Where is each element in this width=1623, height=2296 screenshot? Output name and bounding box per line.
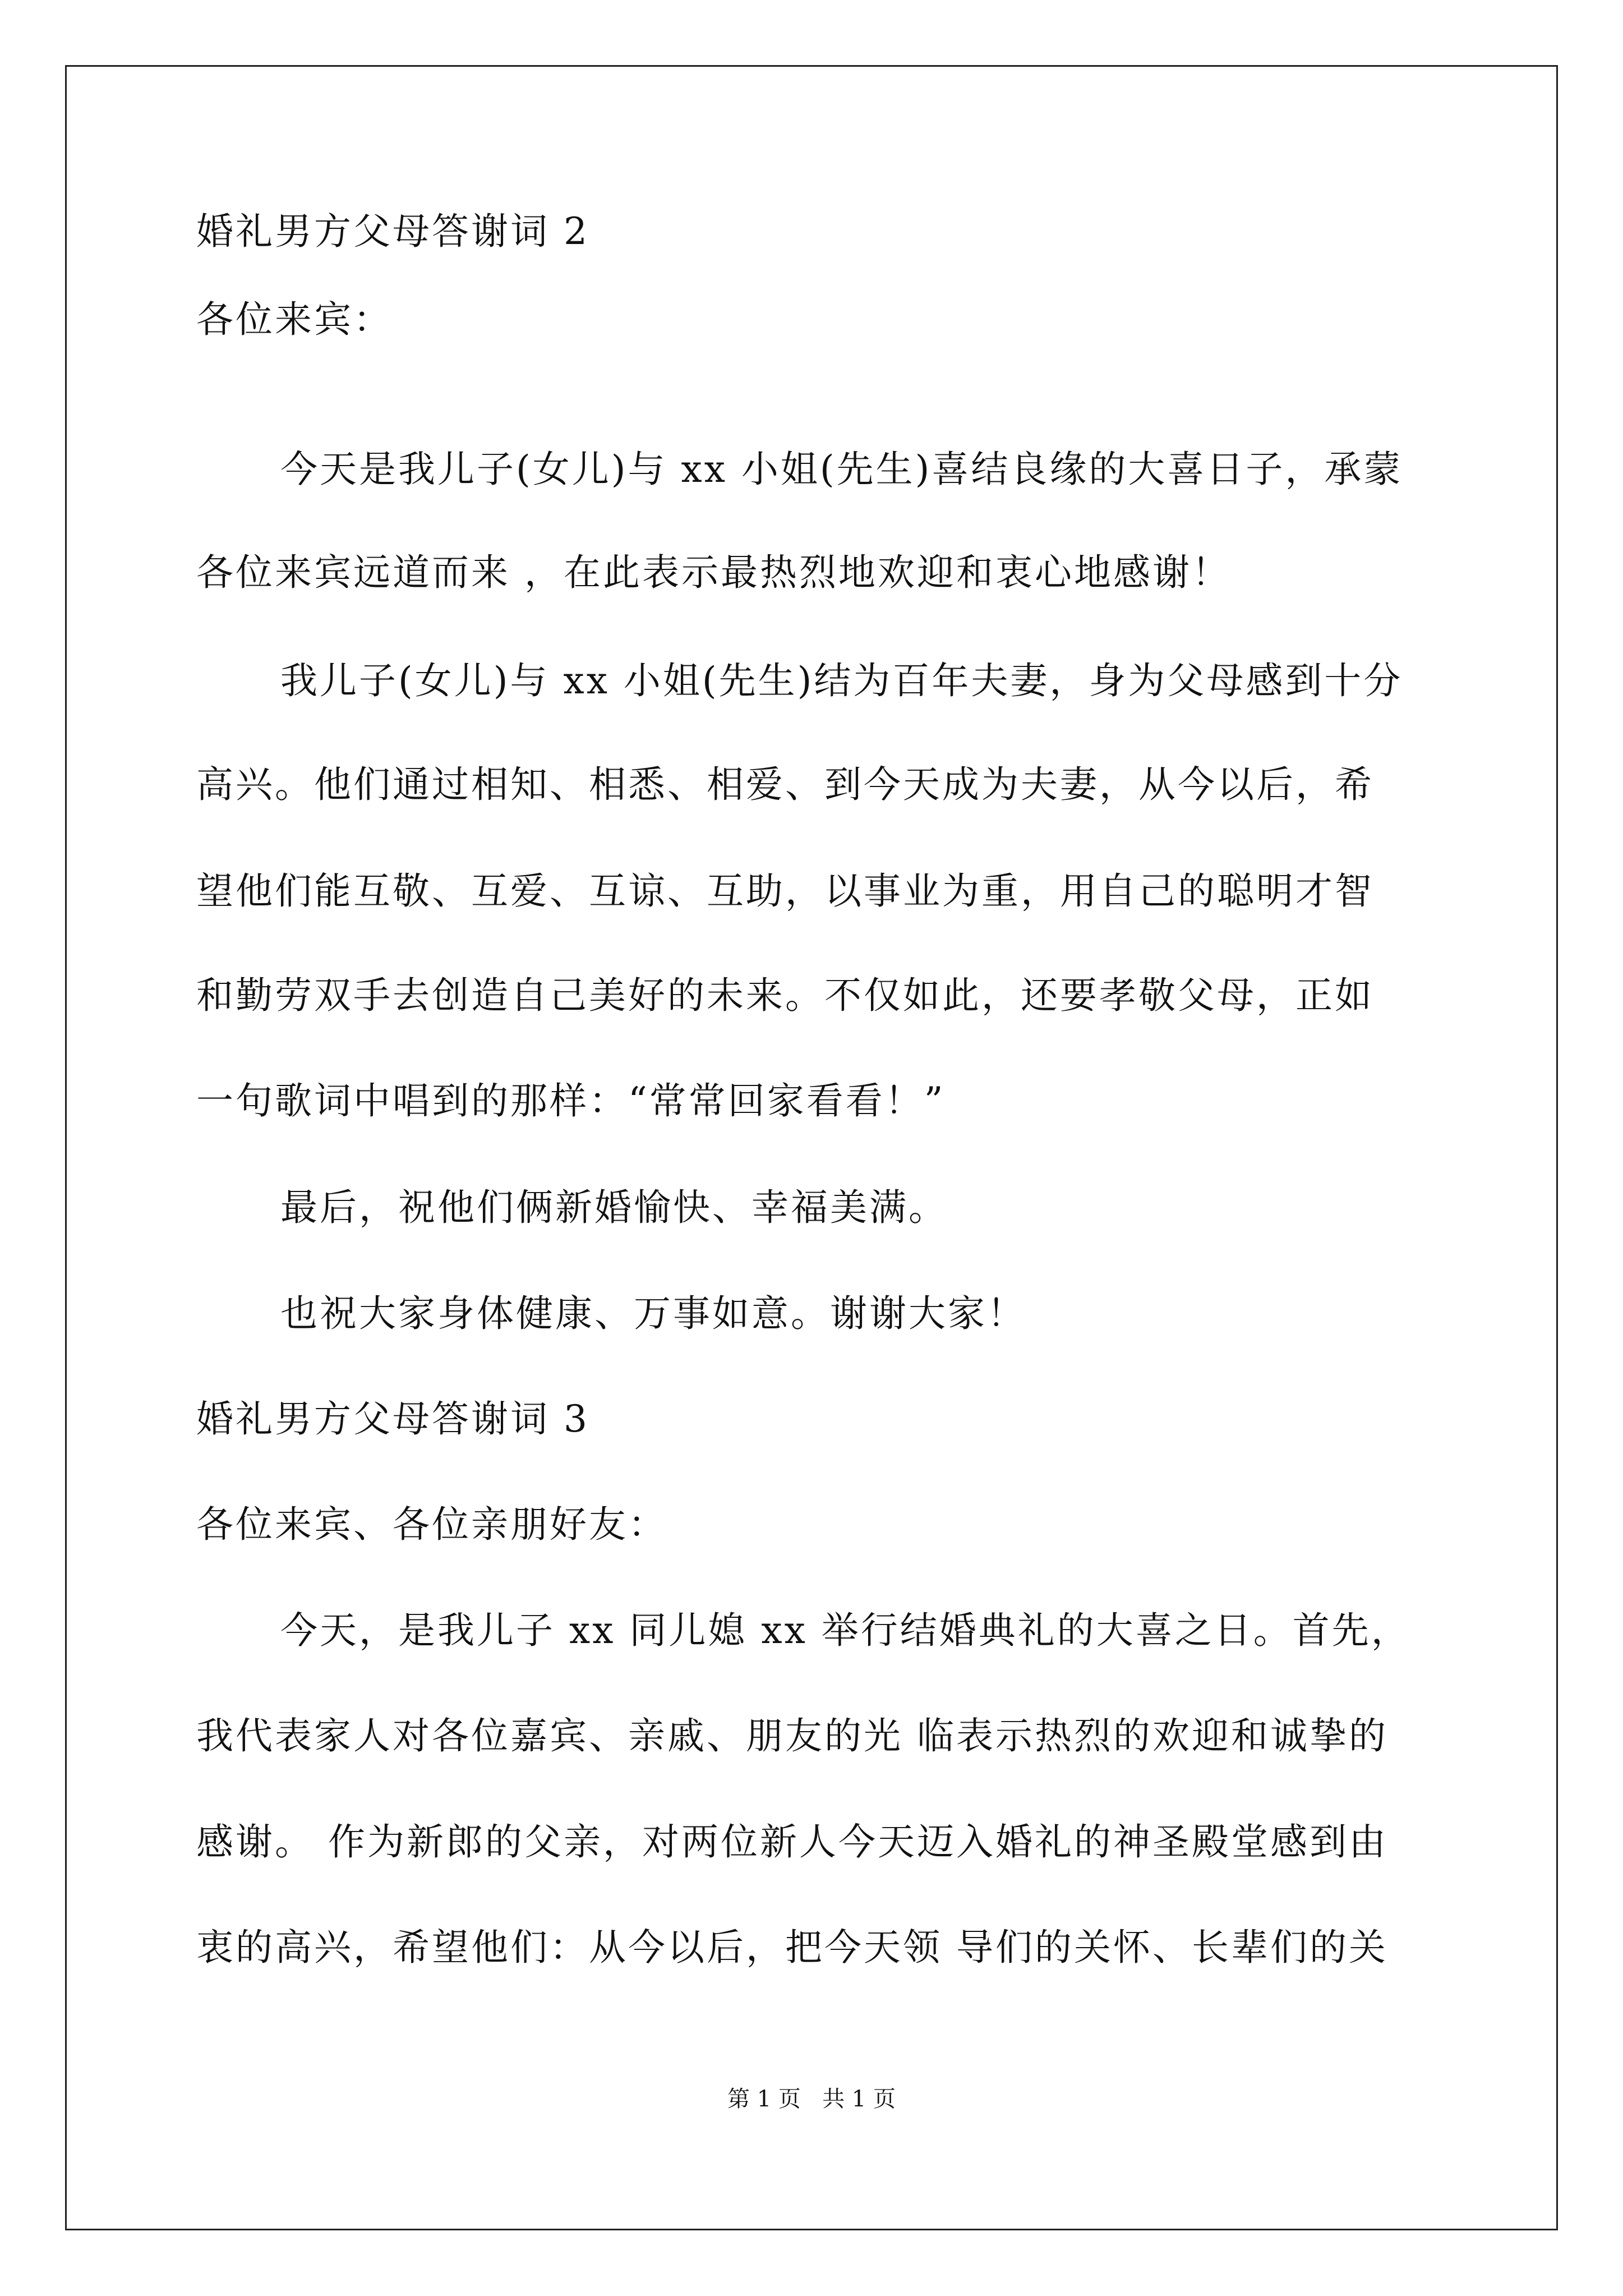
paragraph-line: 我儿子(女儿)与 xx 小姐(先生)结为百年夫妻，身为父母感到十分 bbox=[280, 659, 1403, 702]
paragraph-line: 各位来宾远道而来 ，在此表示最热烈地欢迎和衷心地感谢！ bbox=[196, 551, 1231, 594]
paragraph-line: 衷的高兴，希望他们：从今以后，把今天领 导们的关怀、长辈们的关 bbox=[196, 1926, 1388, 1969]
paragraph-line: 高兴。他们通过相知、相悉、相爱、到今天成为夫妻，从今以后，希 bbox=[196, 763, 1374, 806]
heading-3: 婚礼男方父母答谢词 3 bbox=[196, 1397, 589, 1441]
paragraph-line: 望他们能互敬、互爱、互谅、互助，以事业为重，用自己的聪明才智 bbox=[196, 869, 1374, 913]
paragraph-line: 感谢。 作为新郎的父亲，对两位新人今天迈入婚礼的神圣殿堂感到由 bbox=[196, 1820, 1388, 1864]
salutation-2: 各位来宾： bbox=[196, 298, 393, 341]
page-border bbox=[65, 65, 1558, 2230]
paragraph-line: 今天，是我儿子 xx 同儿媳 xx 举行结婚典礼的大喜之日。首先， bbox=[280, 1609, 1410, 1652]
salutation-3: 各位来宾、各位亲朋好友： bbox=[196, 1503, 667, 1546]
paragraph-line: 我代表家人对各位嘉宾、亲戚、朋友的光 临表示热烈的欢迎和诚挚的 bbox=[196, 1714, 1388, 1757]
paragraph-line: 今天是我儿子(女儿)与 xx 小姐(先生)喜结良缘的大喜日子，承蒙 bbox=[280, 448, 1403, 491]
page-footer: 第 1 页 共 1 页 bbox=[727, 2086, 896, 2112]
heading-2: 婚礼男方父母答谢词 2 bbox=[196, 210, 589, 253]
paragraph-line: 也祝大家身体健康、万事如意。谢谢大家！ bbox=[280, 1292, 1026, 1335]
paragraph-line: 和勤劳双手去创造自己美好的未来。不仅如此，还要孝敬父母，正如 bbox=[196, 974, 1374, 1017]
paragraph-line: 最后，祝他们俩新婚愉快、幸福美满。 bbox=[280, 1186, 948, 1229]
paragraph-line: 一句歌词中唱到的那样：“常常回家看看！” bbox=[196, 1079, 946, 1122]
